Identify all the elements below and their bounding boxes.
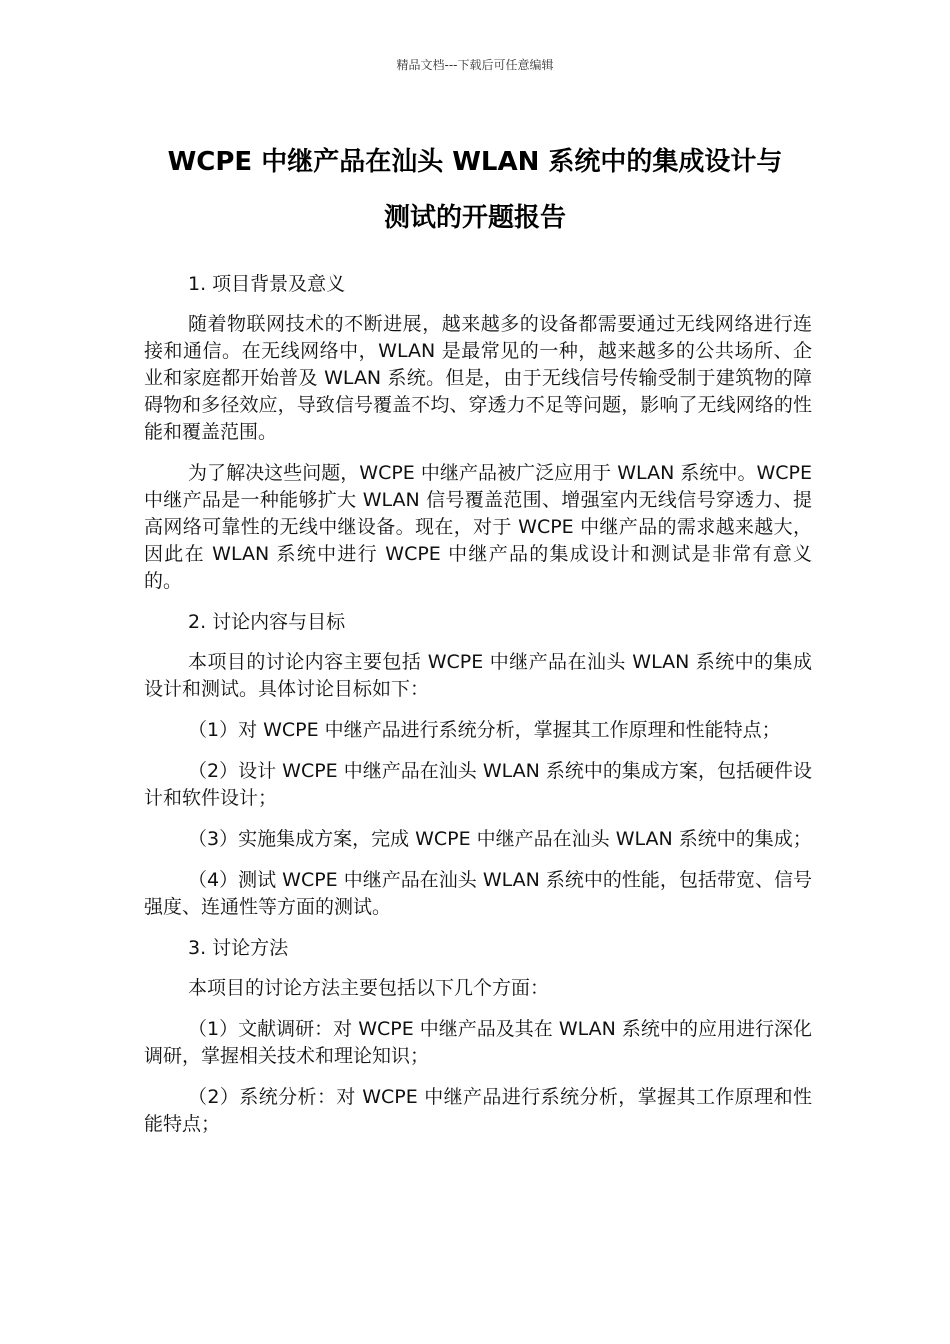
- list-item-goal-1: （1）对 WCPE 中继产品进行系统分析，掌握其工作原理和性能特点；: [188, 719, 781, 741]
- title-line-1: WCPE 中继产品在汕头 WLAN 系统中的集成设计与: [167, 147, 783, 177]
- paragraph-background-1: 随着物联网技术的不断进展，越来越多的设备都需要通过无线网络进行连接和通信。在无线网络中，WLAN 是最常见的一种，越来越多的公共场所、企业和家庭都开始普及 WLAN 系统。但是，由于无线信号传输受制于建筑物的障碍物和多径效应，导致信号覆盖不均、穿透力不足等问题，影响了无线网络的性能和覆盖范围。: [144, 313, 812, 443]
- title-line-2: 测试的开题报告: [383, 203, 566, 233]
- paragraph-content-intro: 本项目的讨论内容主要包括 WCPE 中继产品在汕头 WLAN 系统中的集成设计和测试。具体讨论目标如下：: [144, 651, 812, 700]
- paragraph-method-intro: 本项目的讨论方法主要包括以下几个方面：: [188, 977, 550, 999]
- document-body: [144, 271, 812, 1152]
- list-item-method-1: （1）文献调研：对 WCPE 中继产品及其在 WLAN 系统中的应用进行深化调研，掌握相关技术和理论知识；: [144, 1018, 812, 1067]
- header-note: 精品文档---下载后可任意编辑: [396, 58, 554, 72]
- document-title: [130, 134, 820, 246]
- list-item-goal-4: （4）测试 WCPE 中继产品在汕头 WLAN 系统中的性能，包括带宽、信号强度、连通性等方面的测试。: [144, 869, 812, 918]
- paragraph-background-2: 为了解决这些问题，WCPE 中继产品被广泛应用于 WLAN 系统中。WCPE 中继产品是一种能够扩大 WLAN 信号覆盖范围、增强室内无线信号穿透力、提高网络可靠性的无线中继设备。现在，对于 WCPE 中继产品的需求越来越大，因此在 WLAN 系统中进行 WCPE 中继产品的集成设计和测试是非常有意义的。: [144, 462, 812, 592]
- list-item-method-2: （2）系统分析：对 WCPE 中继产品进行系统分析，掌握其工作原理和性能特点；: [144, 1086, 812, 1135]
- list-item-goal-2: （2）设计 WCPE 中继产品在汕头 WLAN 系统中的集成方案，包括硬件设计和软件设计；: [144, 760, 812, 809]
- list-item-goal-3: （3）实施集成方案，完成 WCPE 中继产品在汕头 WLAN 系统中的集成；: [188, 828, 812, 850]
- section-heading-background: 1. 项目背景及意义: [188, 273, 346, 295]
- section-heading-method: 3. 讨论方法: [188, 937, 289, 959]
- section-heading-content: 2. 讨论内容与目标: [188, 611, 346, 633]
